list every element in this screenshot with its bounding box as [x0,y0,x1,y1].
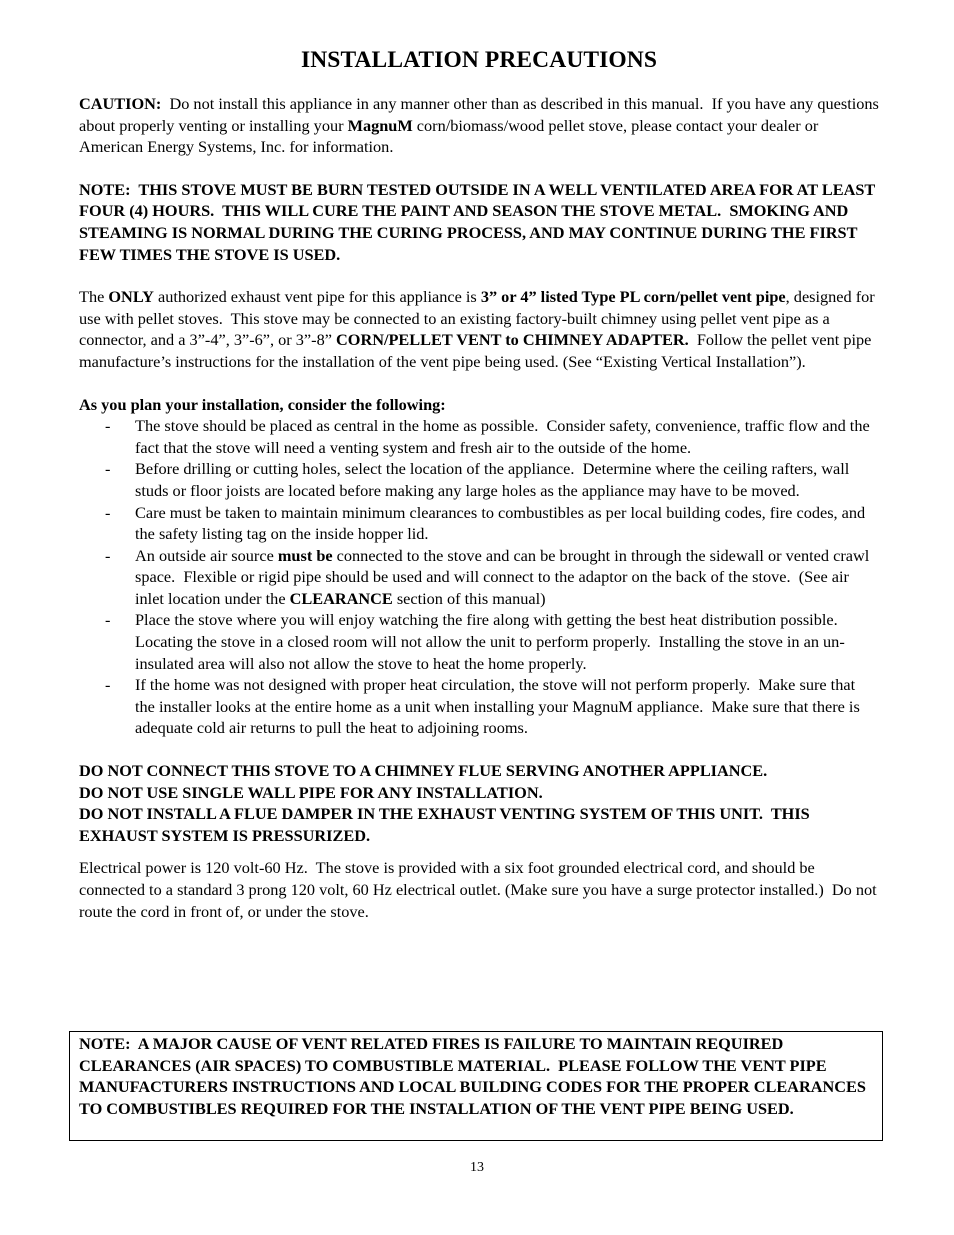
caution-text: Do not install this appliance in any manner other than as described in this manual. If you have any questions about properly venting or installing your [79,94,883,135]
vent-text-2: authorized exhaust vent pipe for this appliance is [153,287,481,307]
vent-pipe-paragraph [79,286,879,372]
list-item-text: Before drilling or cutting holes, select the location of the appliance. Determine where the ceiling rafters, wall studs or floor joists are located before making any large holes as the appliance may have to be moved. [135,459,854,500]
clearance-note-text: NOTE: A MAJOR CAUSE OF VENT RELATED FIRES IS FAILURE TO MAINTAIN REQUIRED CLEARANCES (AIR SPACES) TO COMBUSTIBLE MATERIAL. PLEASE FOLLOW THE VENT PIPE MANUFACTURERS INSTRUCTIONS AND LOCAL BUILDING CODES FOR THE PROPER CLEARANCES TO COMBUSTIBLES REQUIRED FOR THE INSTALLATION OF THE VENT PIPE BEING USED. [79,1034,870,1118]
list-item-text: If the home was not designed with proper heat circulation, the stove will not perform properly. Make sure that the installer looks at the entire home as a unit when installing your MagnuM appliance. Make sure that there is adequate cold air returns to pull the heat to adjoining rooms. [135,675,864,738]
list-item-text: The stove should be placed as central in the home as possible. Consider safety, convenience, traffic flow and the fact that the stove will need a venting system and fresh air to the outside of the home. [135,416,874,457]
electrical-power-paragraph: Electrical power is 120 volt-60 Hz. The stove is provided with a six foot grounded electrical cord, and should be connected to a standard 3 prong 120 volt, 60 Hz electrical outlet. (Make sure you have a surge protector installed.) Do not route the cord in front of, or under the stove. [79,858,881,921]
plan-heading: As you plan your installation, consider the following: [79,394,446,414]
list-item-text: section of this manual) [392,588,546,608]
list-item [79,458,879,501]
list-item [79,609,879,674]
vent-bold-pipe-type: 3” or 4” listed Type PL corn/pellet vent pipe [480,287,786,307]
list-item-text: Place the stove where you will enjoy watching the fire along with getting the best heat distribution possible. Locating the stove in a closed room will not allow the unit to perform properly. Installing the stove in an un-insulated area will also not allow the stove to heat the home properly. [135,610,846,673]
bullet-dash: - [105,502,111,522]
list-item-text: Care must be taken to maintain minimum clearances to combustibles as per local building codes, fire codes, and the safety listing tag on the inside hopper lid. [135,502,866,544]
vent-text-3: , designed for use with pellet stoves. This stove may be connected to an existing factory-built chimney using pellet vent pipe as a connector, and a 3”-4”, 3”-6”, or 3”-8” [79,287,879,350]
bullet-dash: - [105,610,111,630]
vent-bold-adapter: CORN/PELLET VENT to CHIMNEY ADAPTER. [336,330,689,350]
caution-text-end: corn/biomass/wood pellet stove, please contact your dealer or American Energy Systems, Inc. for information. [79,115,819,157]
list-item-bold: CLEARANCE [289,588,393,608]
bullet-dash: - [105,545,111,565]
warnings-block [79,760,879,846]
warning-line: DO NOT INSTALL A FLUE DAMPER IN THE EXHAUST VENTING SYSTEM OF THIS UNIT. THIS EXHAUST SYSTEM IS PRESSURIZED. [79,804,814,845]
clearance-note-box [69,1031,883,1141]
document-page [79,44,883,922]
vent-text-4: Follow the pellet vent pipe manufacture’s instructions for the installation of the vent pipe being used. (See “Existing Vertical Installation”). [79,330,876,371]
caution-label: CAUTION: [79,94,162,113]
brand-name: MagnuM [347,115,413,135]
list-item-text: An outside air source [135,545,278,565]
list-item [79,415,879,458]
caution-paragraph [79,93,883,158]
bullet-dash: - [105,416,111,436]
considerations-list [79,415,879,739]
list-item [79,674,879,739]
burn-test-note: NOTE: THIS STOVE MUST BE BURN TESTED OUTSIDE IN A WELL VENTILATED AREA FOR AT LEAST FOUR (4) HOURS. THIS WILL CURE THE PAINT AND SEASON THE STOVE METAL. SMOKING AND STEAMING IS NORMAL DURING THE CURING PROCESS, AND MAY CONTINUE DURING THE FIRST FEW TIMES THE STOVE IS USED. [79,179,880,264]
vent-text-1: The [79,287,109,307]
warning-line: DO NOT USE SINGLE WALL PIPE FOR ANY INSTALLATION. [79,782,543,802]
list-item-text: connected to the stove and can be brought in through the sidewall or vented crawl space. Flexible or rigid pipe should be used and will connect to the adaptor on the back of the stove. (See air inlet location under the [135,545,874,608]
list-item [79,545,879,610]
bullet-dash: - [105,675,111,695]
warning-line: DO NOT CONNECT THIS STOVE TO A CHIMNEY FLUE SERVING ANOTHER APPLIANCE. [79,761,768,781]
list-item-bold: must be [277,545,333,565]
list-item [79,502,879,545]
page-title: INSTALLATION PRECAUTIONS [300,47,658,73]
page-number: 13 [470,1160,484,1175]
bullet-dash: - [105,459,111,479]
vent-bold-only: ONLY [108,287,154,307]
